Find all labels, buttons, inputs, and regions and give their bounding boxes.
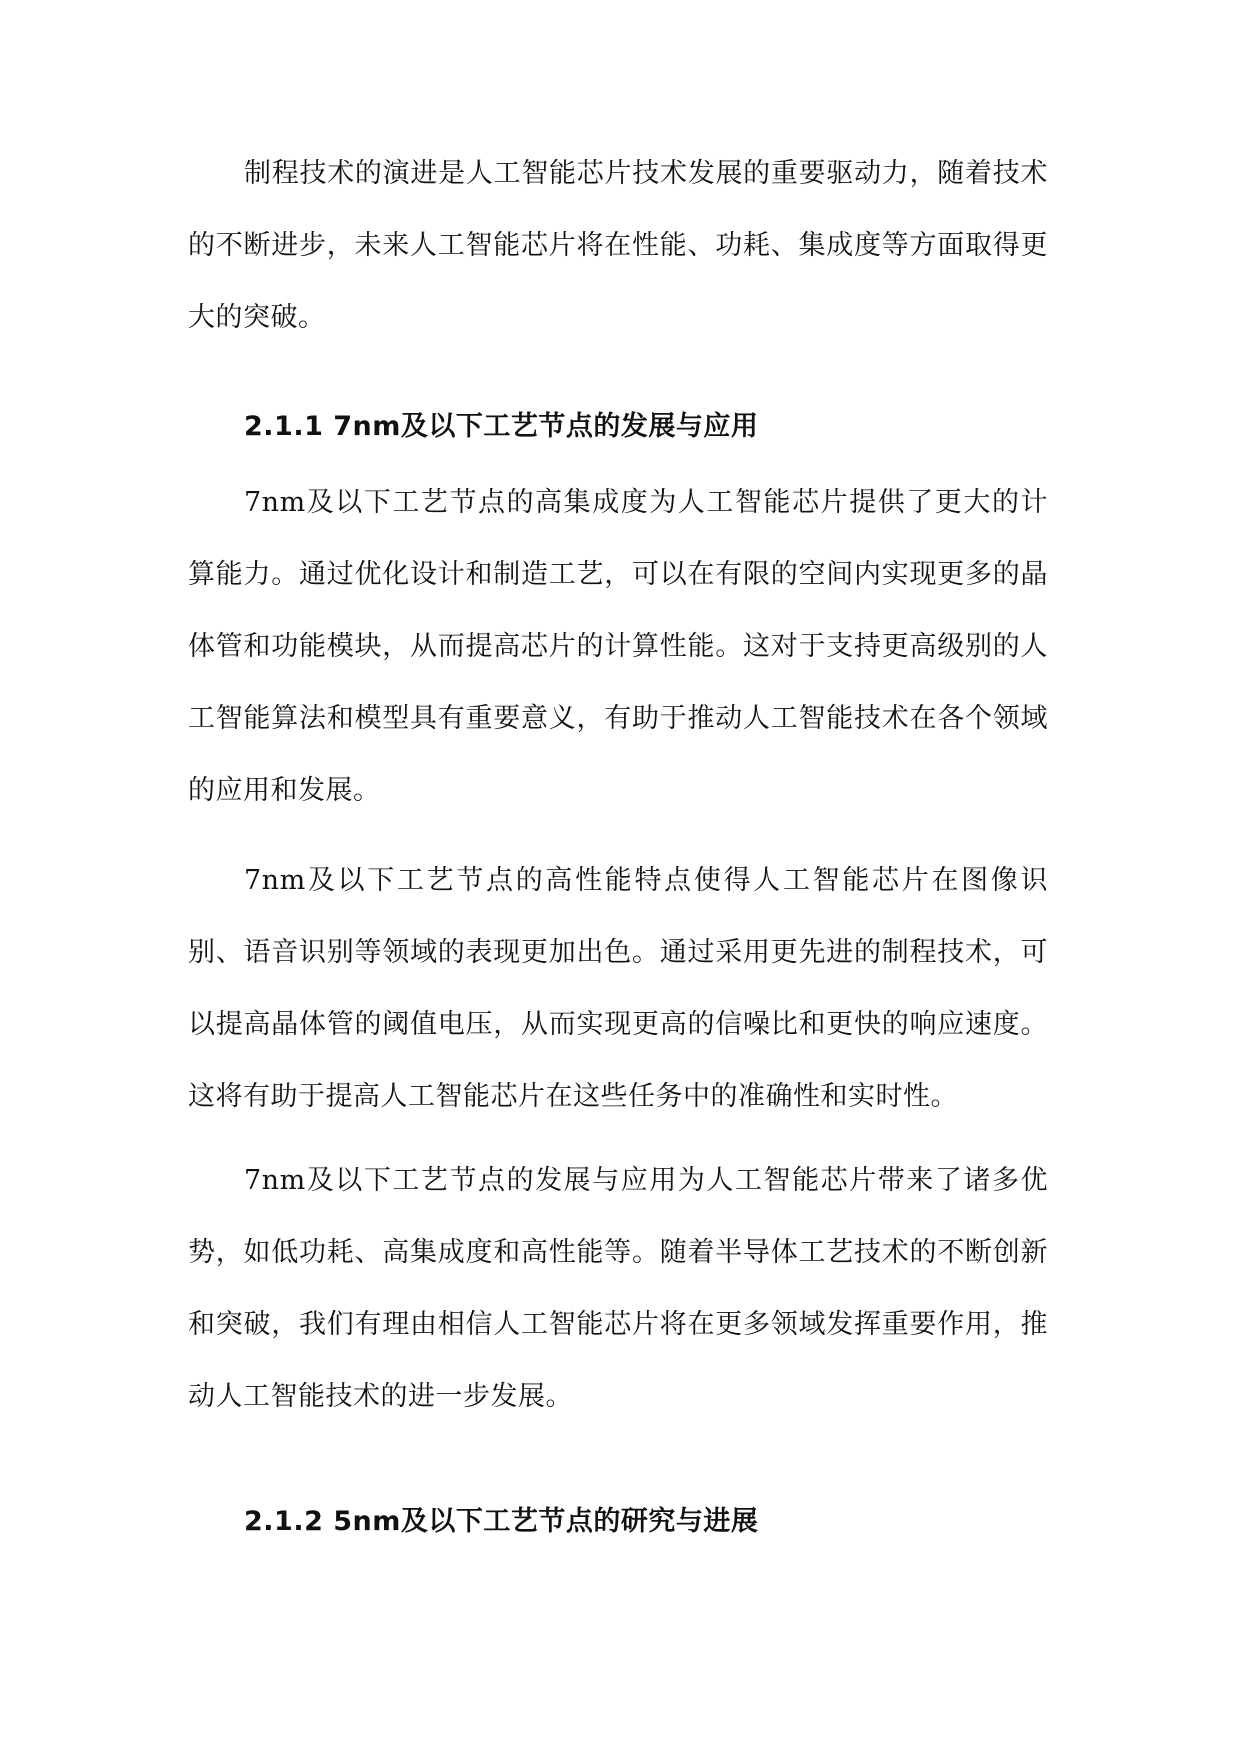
section-heading-2-1-2: 2.1.2 5nm及以下工艺节点的研究与进展 bbox=[244, 1506, 759, 1537]
body-paragraph: 7nm及以下工艺节点的高集成度为人工智能芯片提供了更大的计算能力。通过优化设计和制造工艺，可以在有限的空间内实现更多的晶体管和功能模块，从而提高芯片的计算性能。这对于支持更高级别的人工智能算法和模型具有重要意义，有助于推动人工智能技术在各个领域的应用和发展。 bbox=[188, 487, 1048, 806]
body-paragraph: 7nm及以下工艺节点的发展与应用为人工智能芯片带来了诸多优势，如低功耗、高集成度和高性能等。随着半导体工艺技术的不断创新和突破，我们有理由相信人工智能芯片将在更多领域发挥重要作用，推动人工智能技术的进一步发展。 bbox=[188, 1165, 1048, 1412]
body-paragraph: 7nm及以下工艺节点的高性能特点使得人工智能芯片在图像识别、语音识别等领域的表现更加出色。通过采用更先进的制程技术，可以提高晶体管的阈值电压，从而实现更高的信噪比和更快的响应速度。这将有助于提高人工智能芯片在这些任务中的准确性和实时性。 bbox=[188, 865, 1048, 1112]
section-heading-2-1-1: 2.1.1 7nm及以下工艺节点的发展与应用 bbox=[244, 411, 759, 442]
body-paragraph: 制程技术的演进是人工智能芯片技术发展的重要驱动力，随着技术的不断进步，未来人工智能芯片将在性能、功耗、集成度等方面取得更大的突破。 bbox=[188, 158, 1048, 333]
